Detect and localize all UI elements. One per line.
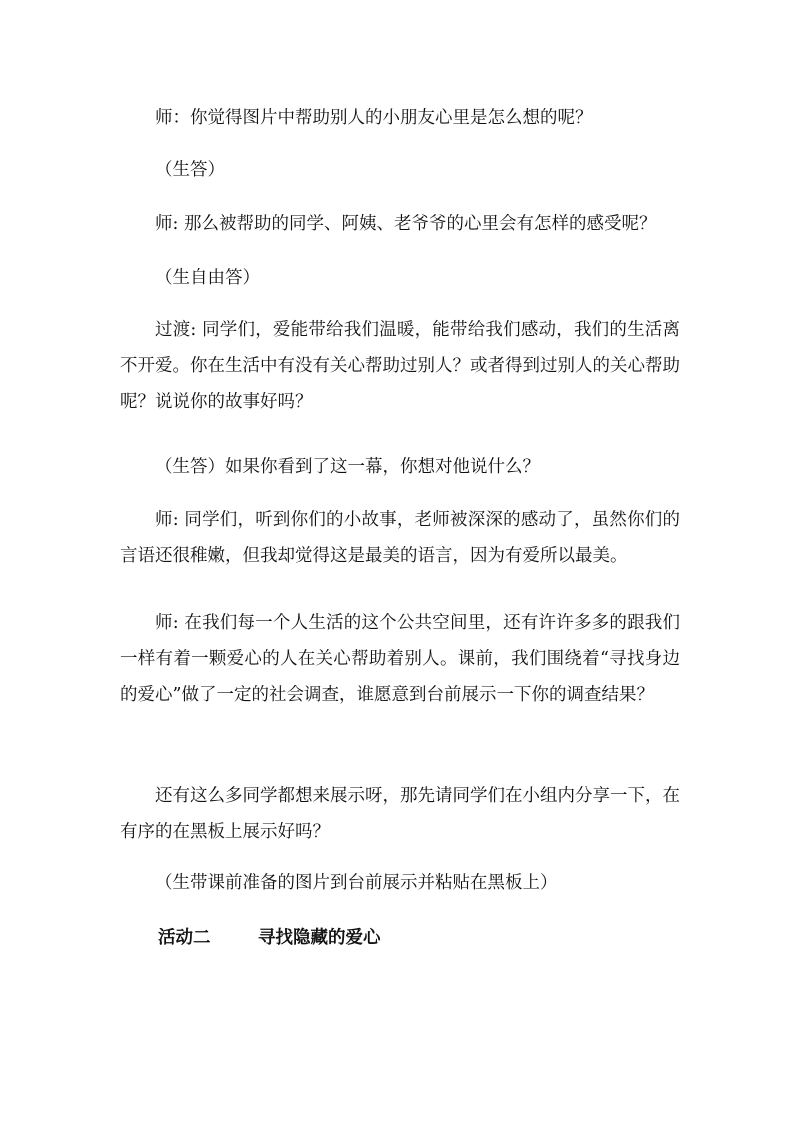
paragraph-teacher-question-2: 师: 那么被帮助的同学、阿姨、老爷爷的心里会有怎样的感受呢？ (155, 214, 657, 234)
paragraph-teacher-comment: 师: 同学们，听到你们的小故事，老师被深深的感动了，虽然你们的言语还很稚嫩，但我却觉得这是最美的语言，因为有爱所以最美。 (120, 510, 680, 566)
paragraph-student-answer-1: （生答） (155, 160, 225, 180)
paragraph-teacher-survey: 师: 在我们每一个人生活的这个公共空间里，还有许许多多的跟我们一样有着一颗爱心的人在关心帮助着别人。课前，我们围绕着“寻找身边的爱心”做了一定的社会调查，谁愿意到台前展示一下你的调查结果？ (120, 613, 680, 705)
paragraph-teacher-question-1: 师：你觉得图片中帮助别人的小朋友心里是怎么想的呢？ (155, 108, 593, 128)
activity-heading (158, 920, 381, 956)
paragraph-student-answer-3: （生答）如果你看到了这一幕，你想对他说什么？ (155, 457, 540, 477)
paragraph-student-activity: （生带课前准备的图片到台前展示并粘贴在黑板上） (155, 873, 558, 893)
paragraph-transition: 过渡: 同学们，爱能带给我们温暖，能带给我们感动，我们的生活离不开爱。你在生活中有没有关心帮助过别人？或者得到过别人的关心帮助呢？说说你的故事好吗？ (120, 320, 680, 412)
paragraph-student-answer-2: （生自由答） (155, 268, 260, 288)
activity-title: 寻找隐藏的爱心 (258, 928, 381, 948)
activity-label: 活动二 (158, 928, 211, 948)
paragraph-share-prompt: 还有这么多同学都想来展示呀，那先请同学们在小组内分享一下，在有序的在黑板上展示好吗？ (120, 786, 680, 842)
